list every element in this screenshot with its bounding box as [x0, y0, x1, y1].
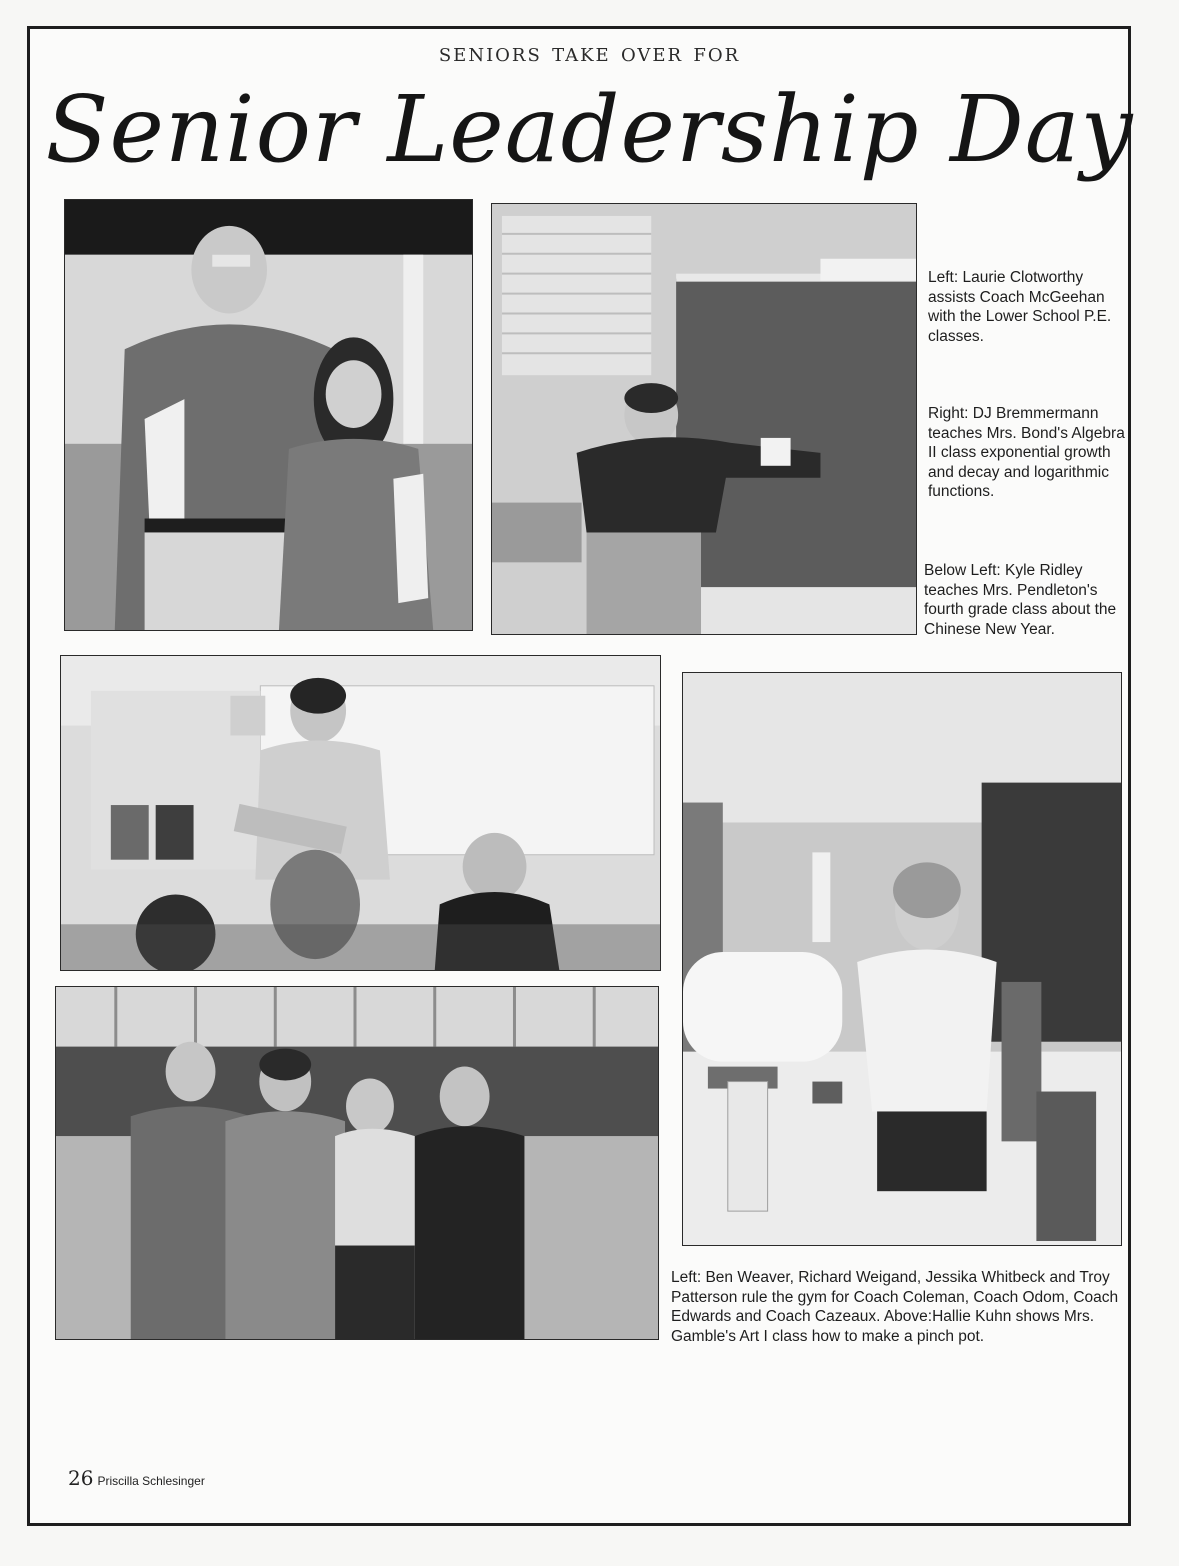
- page-kicker: seniors take over for: [438, 38, 741, 68]
- caption-left-photo: Left: Laurie Clotworthy assists Coach McGeehan with the Lower School P.E. classes.: [928, 269, 1112, 345]
- page-folio: [68, 1466, 205, 1490]
- photo-chinese-new-year-class: [60, 655, 661, 971]
- page-author: Priscilla Schlesinger: [97, 1474, 205, 1488]
- caption-below-left-photo: Below Left: Kyle Ridley teaches Mrs. Pendleton's fourth grade class about the Chinese New Year.: [924, 562, 1117, 638]
- page-number: 26: [68, 1466, 94, 1490]
- photo-gym-group: [55, 986, 659, 1340]
- photo-coach-and-student: [64, 199, 473, 631]
- page-title: Senior Leadership Day: [45, 76, 1134, 183]
- photo-algebra-chalkboard: [491, 203, 917, 635]
- photo-pinch-pot-art-class: [682, 672, 1122, 1246]
- caption-gym-and-art: Left: Ben Weaver, Richard Weigand, Jessika Whitbeck and Troy Patterson rule the gym for Coach Coleman, Coach Odom, Coach Edwards and Coach Cazeaux. Above:Hallie Kuhn shows Mrs. Gamble's Art I class how to make a pinch pot.: [671, 1269, 1119, 1345]
- caption-right-photo: Right: DJ Bremmermann teaches Mrs. Bond's Algebra II class exponential growth and decay and logarithmic functions.: [928, 405, 1125, 500]
